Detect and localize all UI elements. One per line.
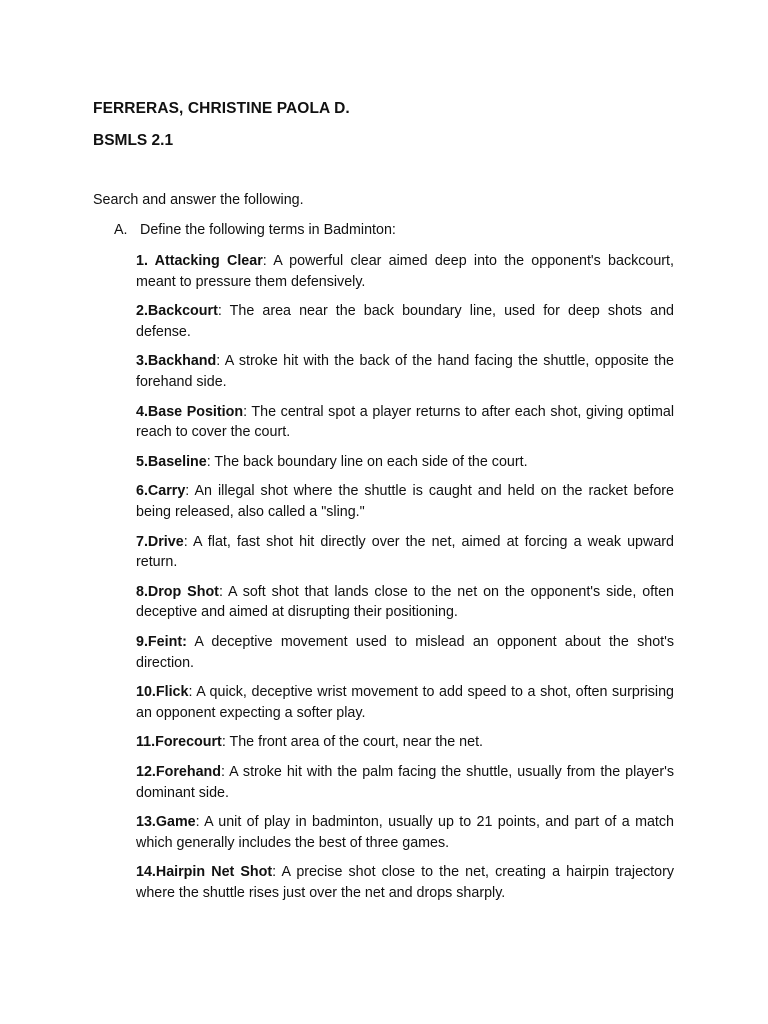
terms-list bbox=[136, 251, 674, 913]
term-name: 5.Baseline bbox=[136, 453, 207, 470]
term-name: 7.Drive bbox=[136, 533, 184, 550]
term-definition: : A unit of play in badminton, usually up to 21 points, and part of a match which generally includes the best of three games. bbox=[136, 814, 674, 851]
term-name: 6.Carry bbox=[136, 483, 186, 500]
term-name: 2.Backcourt bbox=[136, 303, 218, 320]
term-definition: : A stroke hit with the back of the hand facing the shuttle, opposite the forehand side. bbox=[136, 353, 674, 390]
term-item bbox=[136, 402, 674, 443]
term-name: 12.Forehand bbox=[136, 764, 222, 781]
term-definition: : A precise shot close to the net, creating a hairpin trajectory where the shuttle rises just over the net and drops sharply. bbox=[136, 864, 674, 901]
term-item bbox=[136, 532, 674, 573]
term-item bbox=[136, 632, 674, 673]
term-item bbox=[136, 682, 674, 723]
term-definition: : The central spot a player returns to after each shot, giving optimal reach to cover the court. bbox=[136, 403, 675, 441]
section-heading bbox=[114, 222, 396, 238]
term-item bbox=[136, 762, 674, 803]
term-definition: : The back boundary line on each side of the court. bbox=[206, 453, 528, 470]
term-definition: : The front area of the court, near the net. bbox=[221, 734, 484, 751]
term-item bbox=[136, 452, 674, 473]
term-name: 1. Attacking Clear bbox=[136, 253, 263, 269]
term-definition: : A powerful clear aimed deep into the opponent's backcourt, meant to pressure them defensively. bbox=[136, 253, 675, 290]
student-name: FERRERAS, CHRISTINE PAOLA D. bbox=[93, 100, 350, 117]
term-name: 3.Backhand bbox=[136, 353, 217, 370]
term-definition: : The area near the back boundary line, used for deep shots and defense. bbox=[136, 303, 674, 340]
term-definition: A deceptive movement used to mislead an opponent about the shot's direction. bbox=[136, 634, 674, 671]
term-definition: : A flat, fast shot hit directly over the net, aimed at forcing a weak upward return. bbox=[136, 533, 674, 571]
term-name: 10.Flick bbox=[136, 684, 189, 701]
term-definition: : A quick, deceptive wrist movement to add speed to a shot, often surprising an opponent expecting a softer play. bbox=[136, 684, 674, 721]
instruction-text: Search and answer the following. bbox=[93, 192, 304, 208]
term-item bbox=[136, 301, 674, 342]
term-item bbox=[136, 351, 674, 392]
term-item bbox=[136, 812, 674, 853]
section-letter: A. bbox=[114, 222, 128, 238]
term-item bbox=[136, 862, 674, 903]
term-name: 8.Drop Shot bbox=[136, 583, 219, 600]
course-section: BSMLS 2.1 bbox=[93, 132, 174, 149]
term-item bbox=[136, 251, 674, 292]
term-name: 9.Feint: bbox=[136, 634, 187, 650]
term-definition: : An illegal shot where the shuttle is caught and held on the racket before being released, also called a "sling." bbox=[136, 483, 674, 520]
term-item bbox=[136, 732, 674, 753]
term-name: 11.Forecourt bbox=[136, 734, 222, 751]
term-item bbox=[136, 582, 674, 623]
term-definition: : A stroke hit with the palm facing the shuttle, usually from the player's dominant side. bbox=[136, 764, 674, 801]
term-name: 13.Game bbox=[136, 814, 196, 831]
term-item bbox=[136, 481, 674, 522]
term-name: 14.Hairpin Net Shot bbox=[136, 864, 273, 881]
term-name: 4.Base Position bbox=[136, 403, 244, 420]
term-definition: : A soft shot that lands close to the net on the opponent's side, often deceptive and aimed at disrupting their positioning. bbox=[136, 583, 674, 621]
section-title: Define the following terms in Badminton: bbox=[140, 222, 396, 238]
